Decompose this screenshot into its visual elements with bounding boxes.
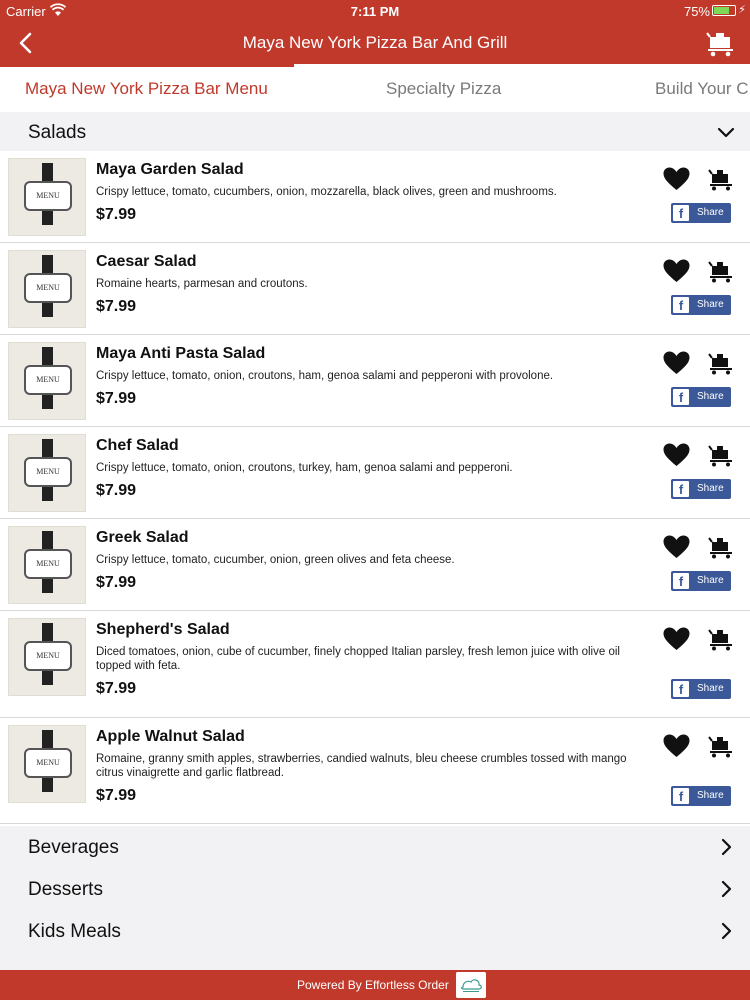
facebook-icon: f: [673, 205, 689, 221]
facebook-icon: f: [673, 297, 689, 313]
menu-thumbnail: [8, 250, 86, 328]
heart-icon[interactable]: [663, 167, 690, 191]
carrier-label: Carrier: [6, 4, 46, 19]
footer-powered-by: Powered By Effortless Order: [297, 978, 449, 992]
thumbnail-menu-label: MENU: [24, 641, 72, 671]
add-to-cart-icon[interactable]: [708, 625, 734, 651]
item-price: $7.99: [96, 680, 137, 697]
share-label: Share: [697, 391, 724, 402]
battery-icon: [712, 5, 736, 16]
heart-icon[interactable]: [663, 627, 690, 651]
facebook-share-button[interactable]: [671, 479, 731, 499]
category-header-salads[interactable]: [0, 112, 750, 152]
share-label: Share: [697, 207, 724, 218]
category-row-kids-meals[interactable]: [0, 910, 750, 952]
item-description: Crispy lettuce, tomato, cucumber, onion, green olives and feta cheese.: [96, 554, 455, 566]
battery-percent: 75%: [683, 4, 710, 19]
chevron-right-icon: [716, 921, 736, 941]
menu-item[interactable]: [0, 427, 750, 519]
chevron-down-icon: [716, 122, 736, 142]
menu-item[interactable]: [0, 611, 750, 718]
item-price: $7.99: [96, 390, 137, 407]
clock: 7:11 PM: [350, 4, 400, 19]
facebook-share-button[interactable]: [671, 387, 731, 407]
share-label: Share: [697, 483, 724, 494]
add-to-cart-icon[interactable]: [708, 165, 734, 191]
item-description: Crispy lettuce, tomato, onion, croutons, ham, genoa salami and pepperoni with provolone.: [96, 370, 554, 382]
tab-build-your-own[interactable]: Build Your C: [655, 79, 749, 98]
share-label: Share: [697, 575, 724, 586]
effortless-order-logo: [456, 972, 486, 998]
item-price: $7.99: [96, 206, 137, 223]
heart-icon[interactable]: [663, 535, 690, 559]
menu-tabs: [0, 64, 750, 112]
thumbnail-menu-label: MENU: [24, 181, 72, 211]
thumbnail-menu-label: MENU: [24, 457, 72, 487]
thumbnail-menu-label: MENU: [24, 365, 72, 395]
facebook-share-button[interactable]: [671, 786, 731, 806]
item-name: Shepherd's Salad: [96, 621, 230, 638]
facebook-share-button[interactable]: [671, 203, 731, 223]
facebook-icon: f: [673, 573, 689, 589]
category-row-partial[interactable]: [0, 952, 750, 970]
facebook-icon: f: [673, 788, 689, 804]
add-to-cart-icon[interactable]: [708, 441, 734, 467]
charging-icon: ⚡: [738, 4, 746, 16]
item-description: Romaine hearts, parmesan and croutons.: [96, 278, 308, 290]
share-label: Share: [697, 299, 724, 310]
menu-item[interactable]: [0, 335, 750, 427]
page-title: Maya New York Pizza Bar And Grill: [242, 33, 508, 52]
facebook-share-button[interactable]: [671, 679, 731, 699]
menu-thumbnail: [8, 158, 86, 236]
item-name: Maya Garden Salad: [96, 161, 244, 178]
menu-thumbnail: [8, 342, 86, 420]
menu-thumbnail: [8, 434, 86, 512]
facebook-share-button[interactable]: [671, 571, 731, 591]
item-name: Caesar Salad: [96, 253, 197, 270]
heart-icon[interactable]: [663, 734, 690, 758]
item-price: $7.99: [96, 298, 137, 315]
menu-item[interactable]: [0, 243, 750, 335]
item-name: Maya Anti Pasta Salad: [96, 345, 266, 362]
navigation-bar: [0, 22, 750, 64]
item-price: $7.99: [96, 787, 137, 804]
category-label: Kids Meals: [28, 921, 121, 942]
add-to-cart-icon[interactable]: [708, 257, 734, 283]
status-bar: [0, 0, 750, 22]
active-tab-indicator: [0, 64, 294, 67]
heart-icon[interactable]: [663, 351, 690, 375]
menu-thumbnail: [8, 725, 86, 803]
menu-item[interactable]: [0, 151, 750, 243]
thumbnail-menu-label: MENU: [24, 549, 72, 579]
facebook-icon: f: [673, 681, 689, 697]
menu-item[interactable]: [0, 718, 750, 824]
menu-thumbnail: [8, 618, 86, 696]
facebook-icon: f: [673, 389, 689, 405]
category-label: Salads: [28, 122, 87, 143]
share-label: Share: [697, 790, 724, 801]
chevron-right-icon: [716, 879, 736, 899]
heart-icon[interactable]: [663, 259, 690, 283]
item-price: $7.99: [96, 574, 137, 591]
add-to-cart-icon[interactable]: [708, 349, 734, 375]
category-row-beverages[interactable]: [0, 826, 750, 868]
item-description: Crispy lettuce, tomato, onion, croutons, turkey, ham, genoa salami and pepperoni.: [96, 462, 513, 474]
tab-maya-menu[interactable]: Maya New York Pizza Bar Menu: [25, 79, 268, 98]
item-name: Greek Salad: [96, 529, 189, 546]
item-description: Diced tomatoes, onion, cube of cucumber, finely chopped Italian parsley, fresh lemon juice with olive oil topped with feta.: [96, 646, 620, 672]
category-row-desserts[interactable]: [0, 868, 750, 910]
thumbnail-menu-label: MENU: [24, 748, 72, 778]
category-label: Desserts: [28, 879, 103, 900]
tab-specialty-pizza[interactable]: Specialty Pizza: [386, 79, 502, 98]
footer-bar: [0, 970, 750, 1000]
item-description: Crispy lettuce, tomato, cucumbers, onion, mozzarella, black olives, green and mushrooms.: [96, 186, 557, 198]
item-name: Apple Walnut Salad: [96, 728, 245, 745]
add-to-cart-icon[interactable]: [708, 732, 734, 758]
chevron-right-icon: [716, 837, 736, 857]
item-price: $7.99: [96, 482, 137, 499]
cart-icon[interactable]: [706, 28, 736, 58]
facebook-share-button[interactable]: [671, 295, 731, 315]
add-to-cart-icon[interactable]: [708, 533, 734, 559]
item-description: Romaine, granny smith apples, strawberries, candied walnuts, bleu cheese crumbles tossed with mango citrus vinaigrette and garlic flatbread.: [96, 753, 627, 779]
category-label: Beverages: [28, 837, 119, 858]
menu-thumbnail: [8, 526, 86, 604]
facebook-icon: f: [673, 481, 689, 497]
menu-item[interactable]: [0, 519, 750, 611]
item-name: Chef Salad: [96, 437, 179, 454]
heart-icon[interactable]: [663, 443, 690, 467]
thumbnail-menu-label: MENU: [24, 273, 72, 303]
share-label: Share: [697, 683, 724, 694]
